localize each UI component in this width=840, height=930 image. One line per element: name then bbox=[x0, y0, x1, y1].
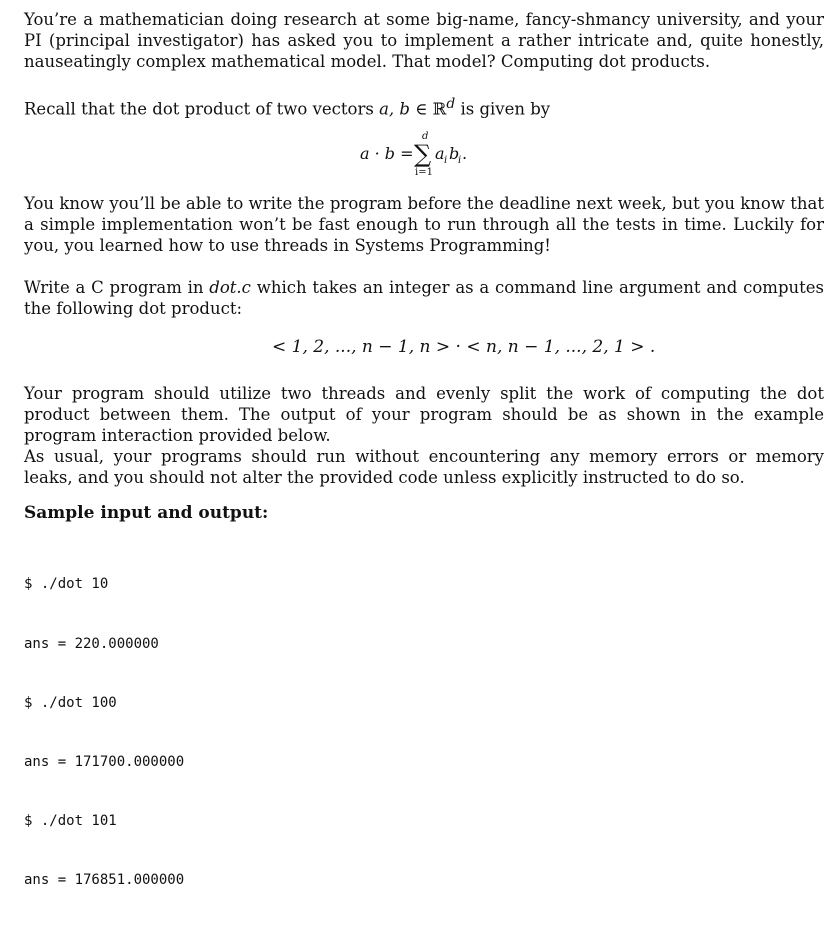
sample-heading: Sample input and output: bbox=[24, 503, 269, 523]
eq1-term-a: a bbox=[435, 144, 445, 163]
task-paragraph bbox=[24, 277, 824, 319]
recall-paragraph bbox=[24, 94, 824, 120]
task-suffix: which takes an integer as a command line argument and computes the following dot product: bbox=[24, 278, 824, 318]
code-line: $ ./dot 10 bbox=[24, 576, 109, 593]
dot-product-equation bbox=[360, 128, 500, 178]
eq1-period: . bbox=[462, 144, 468, 163]
recall-vars: a, b bbox=[379, 99, 410, 119]
recall-sup: d bbox=[446, 96, 456, 112]
threads-paragraph: Your program should utilize two threads and evenly split the work of computing the dot product between them. The output of your program should be as shown in the example program interaction provided below. bbox=[24, 384, 824, 445]
eq1-lhs: a · b = bbox=[360, 144, 414, 163]
task-prefix: Write a C program in bbox=[24, 278, 210, 297]
eq1-sum-lower: i=1 bbox=[415, 167, 433, 178]
task-filename: dot.c bbox=[209, 278, 251, 297]
sample-code-block bbox=[24, 536, 184, 930]
intro-paragraph: You’re a mathematician doing research at some big-name, fancy-shmancy university, and your PI (principal investigator) has asked you to implement a rather intricate and, quite honestly, nauseatingly complex mathematical model. That model? Computing dot products. bbox=[24, 10, 824, 71]
recall-suffix: is given by bbox=[455, 99, 551, 119]
code-line: ans = 176851.000000 bbox=[24, 871, 185, 888]
vector-dot-equation bbox=[272, 337, 656, 361]
code-line: ans = 220.000000 bbox=[24, 635, 159, 652]
memory-paragraph: As usual, your programs should run without encountering any memory errors or memory leaks, and you should not alter the provided code unless explicitly instructed to do so. bbox=[24, 447, 824, 487]
deadline-paragraph: You know you’ll be able to write the program before the deadline next week, but you know that a simple implementation won’t be fast enough to run through all the tests in time. Luckily for you, you learned how to use threads in Systems Programming! bbox=[24, 194, 824, 255]
eq1-term-b: b bbox=[449, 144, 460, 163]
eq1-sum-symbol: ∑ bbox=[414, 140, 432, 168]
code-line: $ ./dot 100 bbox=[24, 694, 117, 711]
vector-dot-equation-text: < 1, 2, ..., n − 1, n > · < n, n − 1, ..., 2, 1 > . bbox=[272, 337, 656, 357]
code-line: ans = 171700.000000 bbox=[24, 753, 185, 770]
code-line: $ ./dot 101 bbox=[24, 812, 117, 829]
recall-prefix: Recall that the dot product of two vectors bbox=[24, 99, 380, 119]
eq1-sum-upper: d bbox=[422, 131, 429, 142]
recall-in: ∈ ℝ bbox=[409, 99, 447, 119]
eq1-sub-i1: i bbox=[444, 155, 448, 166]
eq1-sub-i2: i bbox=[458, 155, 462, 166]
